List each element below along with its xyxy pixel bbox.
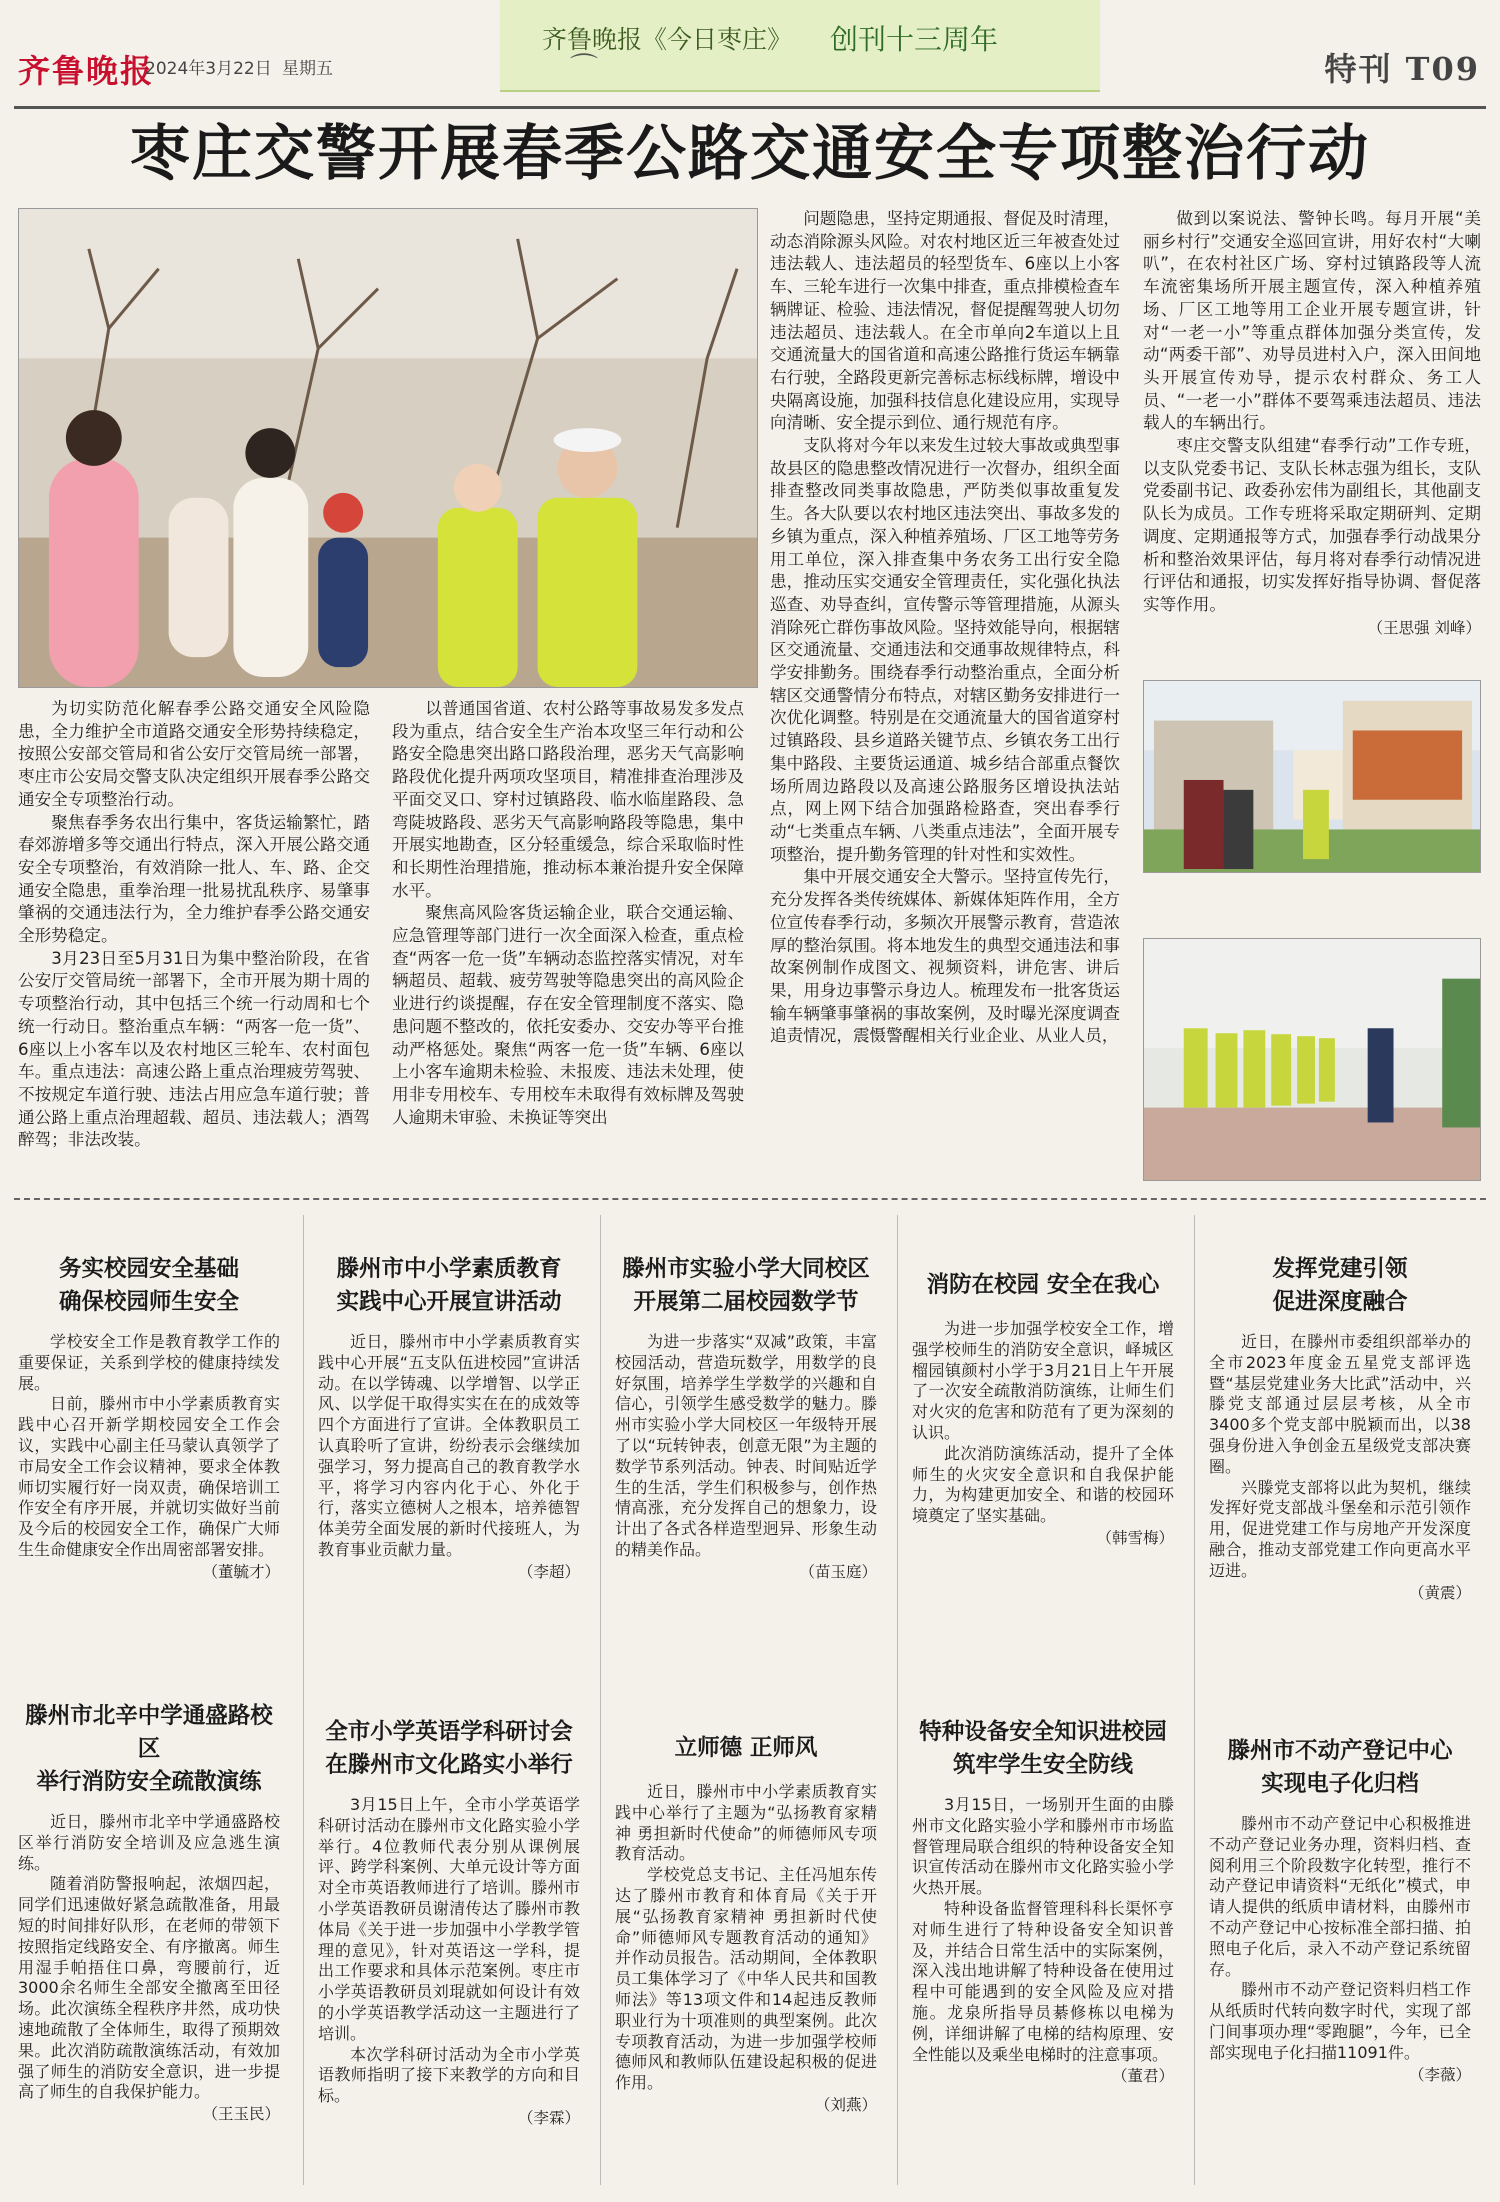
article-column-4 — [1143, 208, 1481, 639]
title-line: 特种设备安全知识进校园 — [919, 1719, 1167, 1745]
byline: （李霖） — [517, 2108, 580, 2127]
paragraph: 近日，滕州市北辛中学通盛路校区举行消防安全培训及应急逃生演练。 — [18, 1812, 280, 1873]
title-line: 筑牢学生安全防线 — [952, 1752, 1133, 1778]
brief-article — [615, 1716, 877, 2116]
paragraph: 特种设备监督管理科科长渠怀亨对师生进行了特种设备安全知识普及，并结合日常生活中的实际案例，深入浅出地讲解了特种设备在使用过程中可能遇到的安全风险及应对措施。龙泉所指导员綦修栋以电梯为例，详细讲解了电梯的结构原理、安全性能以及乘坐电梯时的注意事项。 — [912, 1898, 1174, 2064]
title-line: 发挥党建引领 — [1272, 1256, 1408, 1282]
title-line: 滕州市不动产登记中心 — [1227, 1738, 1453, 1764]
column-divider — [600, 1215, 601, 2185]
main-photo — [18, 208, 758, 688]
title-line: 务实校园安全基础 — [58, 1256, 239, 1282]
paragraph: 聚焦高风险客货运输企业，联合交通运输、应急管理等部门进行一次全面深入检查，重点检查“两客一危一货”车辆动态监控落实情况，对车辆超员、超载、疲劳驾驶等隐患突出的高风险企业进行约谈提醒，存在安全管理制度不落实、隐患问题不整改的，依托安委办、交安办等平台推动严格惩处。聚焦“两客一危一货”车辆、6座以上小客车逾期未检验、未报废、违法未处理，使用非专用校车、专用校车未取得有效标牌及驾驶人逾期未审验、未换证等突出 — [392, 903, 744, 1127]
column-divider — [1194, 1215, 1195, 2185]
patrol-photo — [1143, 680, 1481, 873]
brief-title — [615, 1732, 877, 1765]
paragraph: 3月15日上午，全市小学英语学科研讨活动在滕州市文化路实验小学举行。4位教师代表分别从课例展评、跨学科案例、大单元设计等方面对全市英语教师进行了培训。滕州市小学英语教研员谢清传达了滕州市教体局《关于进一步加强中小学教学管理的意见》，针对英语这一学科，提出工作要求和具体示范案例。枣庄市小学英语教研员刘琨就如何设计有效的小学英语教学活动这一主题进行了培训。 — [318, 1795, 580, 2043]
main-headline: 枣庄交警开展春季公路交通安全专项整治行动 — [130, 119, 1370, 189]
paragraph: 3月15日，一场别开生面的由滕州市文化路实验小学和滕州市市场监督管理局联合组织的特种设备安全知识宣传活动在滕州市文化路实验小学火热开展。 — [912, 1795, 1174, 1898]
article-column-2 — [392, 698, 744, 1129]
paragraph: 为切实防范化解春季公路交通安全风险隐患，全力维护全市道路交通安全形势持续稳定，按照公安部交管局和省公安厅交管局统一部署，枣庄市公安局交警支队决定组织开展春季公路交通安全专项整治行动。 — [18, 699, 370, 809]
brief-article — [318, 1253, 580, 1583]
title-line: 滕州市实验小学大同校区 — [622, 1256, 870, 1282]
swallow-icon: ⌒ — [570, 51, 599, 84]
paragraph: 集中开展交通安全大警示。坚持宣传先行，充分发挥各类传统媒体、新媒体矩阵作用，全方位宣传春季行动，多频次开展警示教育，营造浓厚的整治氛围。将本地发生的典型交通违法和事故案例制作成图文、视频资料，讲危害、讲后果，用身边事警示身边人。梳理发布一批客货运输车辆肇事肇祸的事故案例，及时曝光深度调查追责情况，震慑警醒相关行业企业、从业人员， — [770, 867, 1120, 1046]
brief-article — [18, 1253, 280, 1583]
brief-article — [615, 1253, 877, 1583]
title-line: 在滕州市文化路实小举行 — [325, 1752, 573, 1778]
title-line: 实现电子化归档 — [1261, 1771, 1419, 1797]
page-label: 特刊 T09 — [1324, 50, 1480, 88]
paragraph: 滕州市不动产登记中心积极推进不动产登记业务办理，资料归档、查阅利用三个阶段数字化转型，推行不动产登记申请资料“无纸化”模式，申请人提供的纸质申请材料，由滕州市不动产登记中心按标准全部扫描、拍照电子化后，录入不动产登记系统留存。 — [1209, 1814, 1471, 1979]
brief-title — [318, 1253, 580, 1319]
title-line: 全市小学英语学科研讨会 — [325, 1719, 573, 1745]
brief-article — [912, 1253, 1174, 1549]
masthead-rule — [14, 106, 1486, 109]
brief-title — [18, 1253, 280, 1319]
brief-article — [18, 1700, 280, 2125]
brief-title — [318, 1716, 580, 1782]
article-column-3 — [770, 208, 1120, 1048]
newspaper-logo: 齐鲁晚报 — [18, 52, 155, 90]
byline: （黄震） — [1408, 1583, 1471, 1602]
byline: （王玉民） — [202, 2105, 280, 2124]
brief-article — [1209, 1253, 1471, 1604]
brief-title — [1209, 1253, 1471, 1319]
paragraph: 滕州市不动产登记资料归档工作从纸质时代转向数字时代，实现了部门间事项办理“零跑腿”，今年，已全部实现电子化扫描11091件。 — [1209, 1980, 1471, 2062]
paragraph: 随着消防警报响起，浓烟四起，同学们迅速做好紧急疏散准备，用最短的时间排好队形，在老师的带领下按照指定线路安全、有序撤离。师生用湿手帕捂住口鼻，弯腰前行，近3000余名师生全部安全撤离至田径场。此次演练全程秩序井然，成功快速地疏散了全体师生，取得了预期效果。此次消防疏散演练活动，有效加强了师生的消防安全意识，进一步提高了师生的自我保护能力。 — [18, 1874, 280, 2102]
paragraph: 以普通国省道、农村公路等事故易发多发点段为重点，结合安全生产治本攻坚三年行动和公路安全隐患突出路口路段治理，恶劣天气高影响路段优化提升两项攻坚项目，精准排查治理涉及平面交叉口、穿村过镇路段、临水临崖路段、急弯陡坡路段、恶劣天气高影响路段等隐患，集中开展实地勘查，区分轻重缓急，综合采取临时性和长期性治理措施，推动标本兼治提升安全保障水平。 — [392, 699, 744, 900]
paragraph: 日前，滕州市中小学素质教育实践中心召开新学期校园安全工作会议，实践中心副主任马蒙认真领学了市局安全工作会议精神，要求全体教师切实履行好一岗双责，确保培训工作安全有序开展，并就切实做好当前及今后的校园安全工作，确保广大师生生命健康安全作出周密部署安排。 — [18, 1394, 280, 1559]
column-divider — [897, 1215, 898, 2185]
title-line: 促进深度融合 — [1272, 1289, 1408, 1315]
banner-anniversary: 创刊十三周年 — [830, 23, 999, 56]
paragraph: 为进一步落实“双减”政策，丰富校园活动，营造玩数学，用数学的良好氛围，培养学生学数学的兴趣和自信心，引领学生感受数学的魅力。滕州市实验小学大同校区一年级特开展了以“玩转钟表，创意无限”为主题的数学节系列活动。钟表、时间贴近学生的生活，学生们积极参与，创作热情高涨，充分发挥自己的想象力，设计出了各式各样造型迥异、形象生动的精美作品。 — [615, 1332, 877, 1559]
brief-title — [912, 1269, 1174, 1302]
paragraph: 聚焦春季务农出行集中，客货运输繁忙，踏春郊游增多等交通出行特点，深入开展公路交通安全专项整治，有效消除一批人、车、路、企交通安全隐患，重拳治理一批易扰乱秩序、易肇事肇祸的交通违法行为，全力维护春季公路交通安全形势稳定。 — [18, 812, 370, 946]
byline: （韩雪梅） — [1096, 1528, 1174, 1547]
title-line: 开展第二届校园数学节 — [633, 1289, 859, 1315]
brief-title — [18, 1700, 280, 1799]
byline: （王思强 刘峰） — [1367, 618, 1481, 637]
banner-text: 齐鲁晚报《今日枣庄》 — [542, 25, 793, 54]
anniversary-banner — [500, 0, 1100, 92]
paragraph: 近日，滕州市中小学素质教育实践中心开展“五支队伍进校园”宣讲活动。在以学铸魂、以学增智、以学正风、以学促干取得实实在在的成效等四个方面进行了宣讲。全体教职员工认真聆听了宣讲，纷纷表示会继续加强学习，努力提高自己的教育教学水平，将学习内容内化于心、外化于行，落实立德树人之根本，培养德智体美劳全面发展的新时代接班人，为教育事业贡献力量。 — [318, 1332, 580, 1559]
paragraph: 学校党总支书记、主任冯旭东传达了滕州市教育和体育局《关于开展“弘扬教育家精神 勇担新时代使命”师德师风专题教育活动的通知》并作动员报告。活动期间，全体教职员工集体学习了《中华人民共和国教师法》等13项文件和14起违反教师职业行为十项准则的典型案例。此次专项教育活动，为进一步加强学校师德师风和教师队伍建设起积极的促进作用。 — [615, 1865, 877, 2093]
paragraph: 枣庄交警支队组建“春季行动”工作专班，以支队党委书记、支队长林志强为组长，支队党委副书记、政委孙宏伟为副组长，其他副支队长为成员。工作专班将采取定期研判、定期调度、定期通报等方式，加强春季行动战果分析和整治效果评估，每月将对春季行动情况进行评估和通报，切实发挥好指导协调、督促落实等作用。 — [1143, 436, 1481, 614]
byline: （董君） — [1111, 2067, 1174, 2086]
article-column-1 — [18, 698, 370, 1152]
brief-title — [912, 1716, 1174, 1782]
masthead — [0, 0, 1500, 110]
paragraph: 本次学科研讨活动为全市小学英语教师指明了接下来教学的方向和目标。 — [318, 2044, 580, 2106]
brief-article — [318, 1716, 580, 2129]
byline: （董毓才） — [202, 1562, 280, 1581]
title-line: 立师德 正师风 — [674, 1735, 818, 1761]
issue-weekday: 星期五 — [282, 59, 333, 79]
brief-title — [1209, 1735, 1471, 1801]
paragraph: 支队将对今年以来发生过较大事故或典型事故县区的隐患整改情况进行一次督办，组织全面排查整改同类事故隐患，严防类似事故重复发生。各大队要以农村地区违法突出、事故多发的乡镇为重点，深入种植养殖场、厂区工地等劳务用工单位，深入排查集中务农务工出行安全隐患，推动压实交通安全管理责任，实化强化执法巡查、劝导查纠，宣传警示等管理措施，从源头消除死亡群伤事故风险。坚持效能导向，根据辖区交通流量、交通违法和交通事故规律特点，科学安排勤务。围绕春季行动整治重点，全面分析辖区交通警情分布特点，对辖区勤务安排进行一次优化调整。特别是在交通流量大的国省道穿村过镇路段、县乡道路关键节点、乡镇农务工出行集中路段、主要货运通道、城乡结合部重点餐饮场所周边路段以及高速公路服务区增设执法站点，网上网下结合加强路检路查，突出春季行动“七类重点车辆、八类重点违法”，全面开展专项整治，提升勤务管理的针对性和实效性。 — [770, 436, 1120, 864]
byline: （刘燕） — [814, 2095, 877, 2114]
paragraph: 做到以案说法、警钟长鸣。每月开展“美丽乡村行”交通安全巡回宣讲，用好农村“大喇叭”，在农村社区广场、穿村过镇路段等人流车流密集场所开展主题宣传，深入种植养殖场、厂区工地等用工企业开展专题宣讲，针对“一老一小”等重点群体加强分类宣传，发动“两委干部”、劝导员进村入户，深入田间地头开展宣传劝导，提示农村群众、务工人员、“一老一小”群体不要驾乘违法超员、违法载人的车辆出行。 — [1143, 209, 1481, 433]
paragraph: 近日，滕州市中小学素质教育实践中心举行了主题为“弘扬教育家精神 勇担新时代使命”的师德师风专项教育活动。 — [615, 1782, 877, 1864]
title-line: 消防在校园 安全在我心 — [926, 1272, 1160, 1298]
title-line: 滕州市中小学素质教育 — [336, 1256, 562, 1282]
paragraph: 问题隐患，坚持定期通报、督促及时清理，动态消除源头风险。对农村地区近三年被查处过违法载人、违法超员的轻型货车、6座以上小客车、三轮车进行一次集中排查，重点排模检查车辆牌证、检验、违法情况，督促提醒驾驶人切勿违法超员、违法载人。在全市单向2车道以上且交通流量大的国省道和高速公路推行货运车辆靠右行驶，全路段更新完善标志标线标牌，增设中央隔离设施，加强科技信息化建设应用，实现导向清晰、安全提示到位、通行规范有序。 — [770, 209, 1120, 433]
briefing-photo — [1143, 938, 1481, 1181]
brief-article — [1209, 1735, 1471, 2086]
issue-date: 2024年3月22日 — [145, 59, 272, 79]
title-line: 滕州市北辛中学通盛路校区 — [25, 1703, 273, 1762]
title-line: 确保校园师生安全 — [58, 1289, 239, 1315]
brief-article — [912, 1716, 1174, 2087]
byline: （苗玉庭） — [799, 1562, 877, 1581]
paragraph: 学校安全工作是教育教学工作的重要保证，关系到学校的健康持续发展。 — [18, 1332, 280, 1393]
brief-title — [615, 1253, 877, 1319]
title-line: 实践中心开展宣讲活动 — [336, 1289, 562, 1315]
byline: （李薇） — [1408, 2065, 1471, 2084]
byline: （李超） — [517, 1562, 580, 1581]
paragraph: 3月23日至5月31日为集中整治阶段，在省公安厅交管局统一部署下，全市开展为期十周的专项整治行动，其中包括三个统一行动周和七个统一行动日。整治重点车辆：“两客一危一货”、6座以上小客车以及农村地区三轮车、农村面包车。重点违法：高速公路上重点治理疲劳驾驶、不按规定车道行驶、违法占用应急车道行驶；普通公路上重点治理超载、超员、违法载人；酒驾醉驾；非法改装。 — [18, 948, 370, 1150]
column-divider — [303, 1215, 304, 2185]
section-divider — [14, 1198, 1486, 1200]
paragraph: 此次消防演练活动，提升了全体师生的火灾安全意识和自我保护能力，为构建更加安全、和谐的校园环境奠定了坚实基础。 — [912, 1443, 1174, 1526]
paragraph: 近日，在滕州市委组织部举办的全市2023年度金五星党支部评选暨“基层党建业务大比武”活动中，兴滕党支部通过层层考核，从全市3400多个党支部中脱颖而出，以38强身份进入争创金五星级党支部决赛圈。 — [1209, 1332, 1471, 1476]
paragraph: 为进一步加强学校安全工作，增强学校师生的消防安全意识，峄城区榴园镇颜村小学于3月21日上午开展了一次安全疏散消防演练，让师生们对火灾的危害和防范有了更为深刻的认识。 — [912, 1319, 1174, 1442]
paragraph: 兴滕党支部将以此为契机，继续发挥好党支部战斗堡垒和示范引领作用，促进党建工作与房地产开发深度融合，推动支部党建工作向更高水平迈进。 — [1209, 1477, 1471, 1580]
title-line: 举行消防安全疏散演练 — [36, 1769, 262, 1795]
